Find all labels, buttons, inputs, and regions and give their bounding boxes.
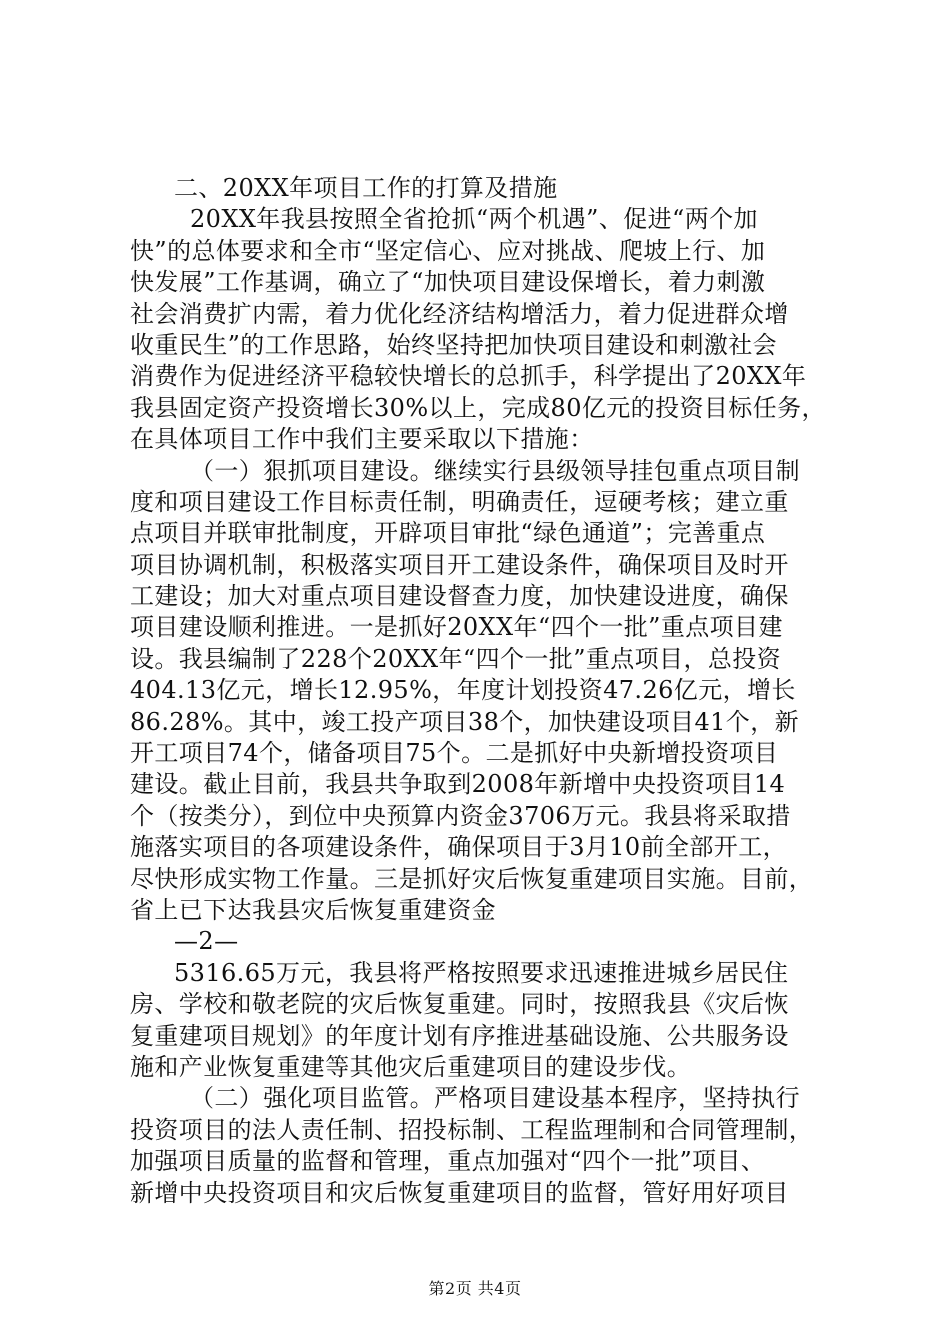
text-line: 建设。截止目前，我县共争取到2008年新增中央投资项目14 <box>130 770 786 799</box>
text-line: 二、20XX年项目工作的打算及措施 <box>174 174 558 202</box>
text-line: 房、学校和敬老院的灾后恢复重建。同时，按照我县《灾后恢 <box>130 990 789 1019</box>
text-line: 404.13亿元，增长12.95%，年度计划投资47.26亿元，增长 <box>130 676 796 705</box>
text-line: 投资项目的法人责任制、招投标制、工程监理制和合同管理制， <box>130 1115 814 1144</box>
text-line: 快发展”工作基调，确立了“加快项目建设保增长，着力刺激 <box>130 268 766 297</box>
text-line: 新增中央投资项目和灾后恢复重建项目的监督，管好用好项目 <box>130 1178 789 1207</box>
text-line: —2— <box>174 927 239 956</box>
document-body <box>130 173 830 1209</box>
text-line: 我县固定资产投资增长30%以上，完成80亿元的投资目标任务， <box>130 393 826 422</box>
text-line: 度和项目建设工作目标责任制，明确责任，逗硬考核；建立重 <box>130 487 789 516</box>
text-line: 工建设；加大对重点项目建设督查力度，加快建设进度，确保 <box>130 582 789 611</box>
text-line: 省上已下达我县灾后恢复重建资金 <box>130 895 496 924</box>
page-footer <box>0 1276 950 1299</box>
text-line: 5316.65万元，我县将严格按照要求迅速推进城乡居民住 <box>174 958 789 987</box>
text-line: 点项目并联审批制度，开辟项目审批“绿色通道”；完善重点 <box>130 519 766 548</box>
text-line: 20XX年我县按照全省抢抓“两个机遇”、促进“两个加 <box>190 205 758 234</box>
text-line: 个（按类分），到位中央预算内资金3706万元。我县将采取措 <box>130 801 791 830</box>
text-line: 尽快形成实物工作量。三是抓好灾后恢复重建项目实施。目前， <box>130 864 814 893</box>
text-line: 86.28%。其中，竣工投产项目38个，加快建设项目41个，新 <box>130 707 799 736</box>
text-line: 项目建设顺利推进。一是抓好20XX年“四个一批”重点项目建 <box>130 613 783 642</box>
text-line: 快”的总体要求和全市“坚定信心、应对挑战、爬坡上行、加 <box>130 236 766 265</box>
text-line: 设。我县编制了228个20XX年“四个一批”重点项目，总投资 <box>130 644 782 673</box>
text-line: 开工项目74个，储备项目75个。二是抓好中央新增投资项目 <box>130 739 779 768</box>
text-line: 社会消费扩内需，着力优化经济结构增活力，着力促进群众增 <box>130 299 789 328</box>
text-line: 施和产业恢复重建等其他灾后重建项目的建设步伐。 <box>130 1052 692 1081</box>
text-line: 施落实项目的各项建设条件，确保项目于3月10前全部开工， <box>130 833 788 862</box>
text-line: 加强项目质量的监督和管理，重点加强对“四个一批”项目、 <box>130 1147 766 1176</box>
text-line: （二）强化项目监管。严格项目建设基本程序，坚持执行 <box>190 1084 800 1113</box>
text-line: 收重民生”的工作思路，始终坚持把加快项目建设和刺激社会 <box>130 330 778 359</box>
text-line: 复重建项目规划》的年度计划有序推进基础设施、公共服务设 <box>130 1021 789 1050</box>
page-number: 第2页 共4页 <box>428 1279 522 1298</box>
text-line: （一）狠抓项目建设。继续实行县级领导挂包重点项目制 <box>190 456 800 485</box>
text-line: 项目协调机制，积极落实项目开工建设条件，确保项目及时开 <box>130 550 789 579</box>
text-line: 消费作为促进经济平稳较快增长的总抓手，科学提出了20XX年 <box>130 362 807 391</box>
text-line: 在具体项目工作中我们主要采取以下措施： <box>130 425 594 454</box>
